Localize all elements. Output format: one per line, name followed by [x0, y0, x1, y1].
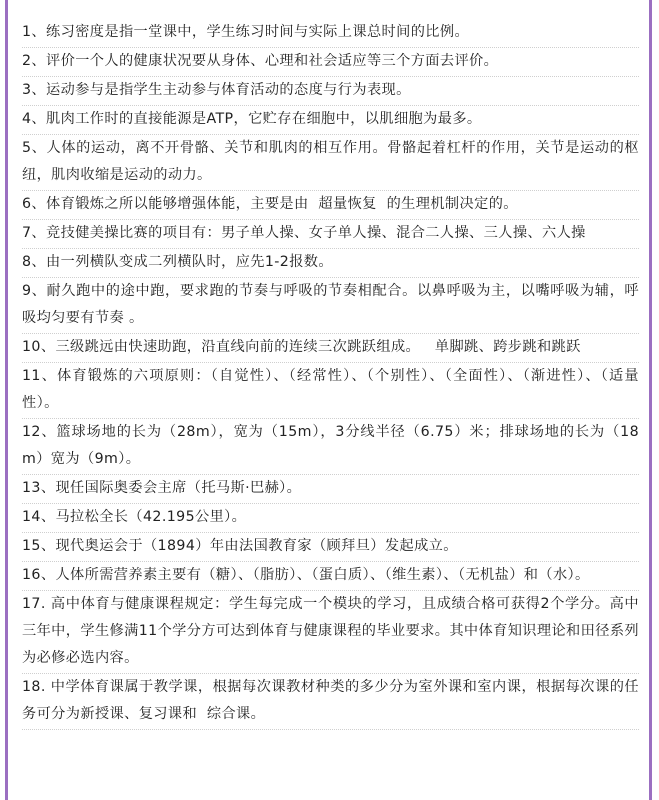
- list-item: 4、肌肉工作时的直接能源是ATP，它贮存在细胞中，以肌细胞为最多。: [22, 106, 639, 135]
- list-item: 2、评价一个人的健康状况要从身体、心理和社会适应等三个方面去评价。: [22, 48, 639, 77]
- list-item: 5、人体的运动，离不开骨骼、关节和肌肉的相互作用。骨骼起着杠杆的作用，关节是运动的枢纽，肌肉收缩是运动的动力。: [22, 135, 639, 191]
- list-item: 18. 中学体育课属于教学课，根据每次课教材种类的多少分为室外课和室内课，根据每次课的任务可分为新授课、复习课和 综合课。: [22, 674, 639, 730]
- list-item: 10、三级跳远由快速助跑，沿直线向前的连续三次跳跃组成。 单脚跳、跨步跳和跳跃: [22, 334, 639, 363]
- list-item: 11、体育锻炼的六项原则：（自觉性）、（经常性）、（个别性）、（全面性）、（渐进性）、（适量性）。: [22, 363, 639, 419]
- list-item: 16、人体所需营养素主要有（糖）、（脂肪）、（蛋白质）、（维生素）、（无机盐）和（水）。: [22, 562, 639, 591]
- list-item: 12、篮球场地的长为（28m），宽为（15m），3分线半径（6.75）米；排球场地的长为（18m）宽为（9m）。: [22, 419, 639, 475]
- list-item: 1、练习密度是指一堂课中，学生练习时间与实际上课总时间的比例。: [22, 19, 639, 48]
- list-item: 17. 高中体育与健康课程规定：学生每完成一个模块的学习，且成绩合格可获得2个学分。高中三年中，学生修满11个学分方可达到体育与健康课程的毕业要求。其中体育知识理论和田径系列为必修必选内容。: [22, 591, 639, 674]
- list-item: 13、现任国际奥委会主席（托马斯·巴赫）。: [22, 475, 639, 504]
- list-item: 8、由一列横队变成二列横队时，应先1-2报数。: [22, 249, 639, 278]
- list-item: 3、运动参与是指学生主动参与体育活动的态度与行为表现。: [22, 77, 639, 106]
- article-body: [5, 0, 652, 800]
- list-item: 9、耐久跑中的途中跑，要求跑的节奏与呼吸的节奏相配合。以鼻呼吸为主，以嘴呼吸为辅，呼吸均匀要有节奏 。: [22, 278, 639, 334]
- list-item: 15、现代奥运会于（1894）年由法国教育家（顾拜旦）发起成立。: [22, 533, 639, 562]
- list-item: 7、竞技健美操比赛的项目有：男子单人操、女子单人操、混合二人操、三人操、六人操: [22, 220, 639, 249]
- list-item: 6、体育锻炼之所以能够增强体能，主要是由 超量恢复 的生理机制决定的。: [22, 191, 639, 220]
- list-item: 14、马拉松全长（42.195公里）。: [22, 504, 639, 533]
